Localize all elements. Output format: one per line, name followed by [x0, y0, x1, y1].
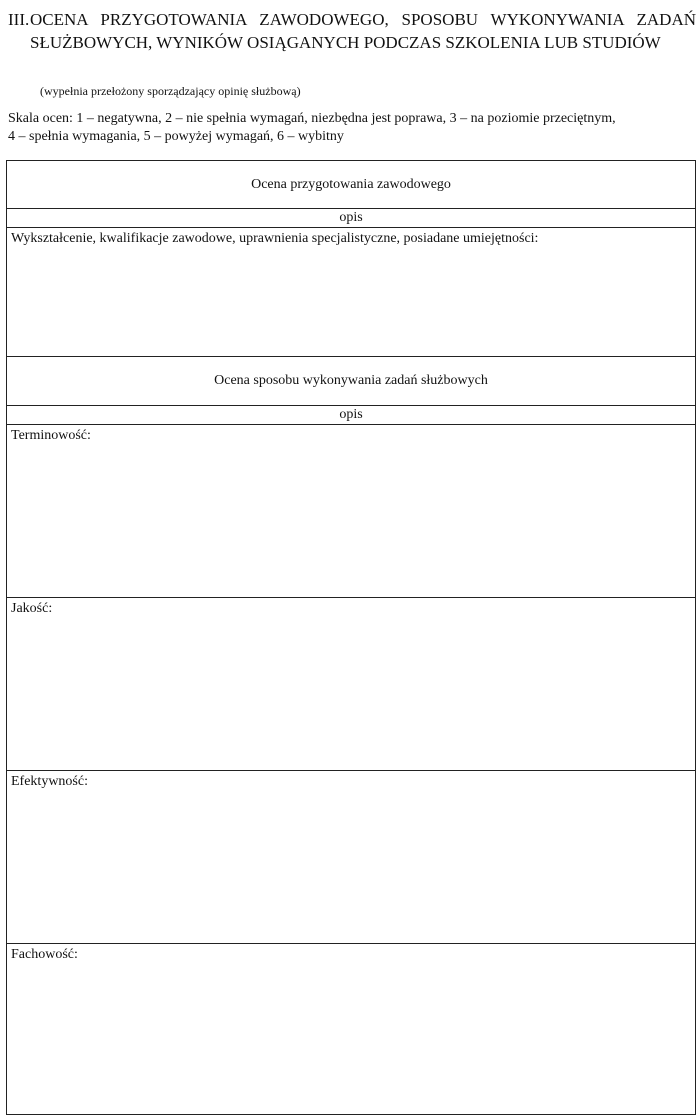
task-performance-subheader [7, 406, 695, 425]
task-performance-header [7, 357, 695, 406]
quality-field[interactable] [7, 598, 695, 771]
section-number: III. [8, 10, 30, 29]
professional-preparation-subheader [7, 209, 695, 228]
quality-label: Jakość: [11, 601, 53, 616]
grading-scale [8, 110, 696, 146]
professional-preparation-title: Ocena przygotowania zawodowego [251, 176, 451, 192]
timeliness-label: Terminowość: [11, 428, 91, 443]
professional-preparation-header [7, 161, 695, 209]
task-performance-opis: opis [339, 407, 363, 422]
section-note: (wypełnia przełożony sporządzający opinię służbową) [40, 84, 301, 98]
professionalism-label: Fachowość: [11, 947, 78, 962]
grading-scale-line-2: 4 – spełnia wymagania, 5 – powyżej wymagań, 6 – wybitny [8, 129, 344, 144]
timeliness-field[interactable] [7, 425, 695, 598]
task-performance-title: Ocena sposobu wykonywania zadań służbowych [214, 373, 488, 388]
qualifications-label: Wykształcenie, kwalifikacje zawodowe, uprawnienia specjalistyczne, posiadane umiejętności: [11, 231, 539, 246]
section-title: OCENA PRZYGOTOWANIA ZAWODOWEGO, SPOSOBU WYKONYWANIA ZADAŃ SŁUŻBOWYCH, WYNIKÓW OSIĄGANYCH PODCZAS SZKOLENIA LUB STUDIÓW [30, 10, 696, 52]
qualifications-field[interactable] [7, 228, 695, 357]
assessment-table [6, 160, 696, 1115]
effectiveness-label: Efektywność: [11, 774, 88, 789]
professionalism-field[interactable] [7, 944, 695, 1114]
professional-preparation-opis: opis [339, 210, 363, 225]
grading-scale-line-1: Skala ocen: 1 – negatywna, 2 – nie spełnia wymagań, niezbędna jest poprawa, 3 – na poziomie przeciętnym, [8, 111, 616, 126]
effectiveness-field[interactable] [7, 771, 695, 944]
